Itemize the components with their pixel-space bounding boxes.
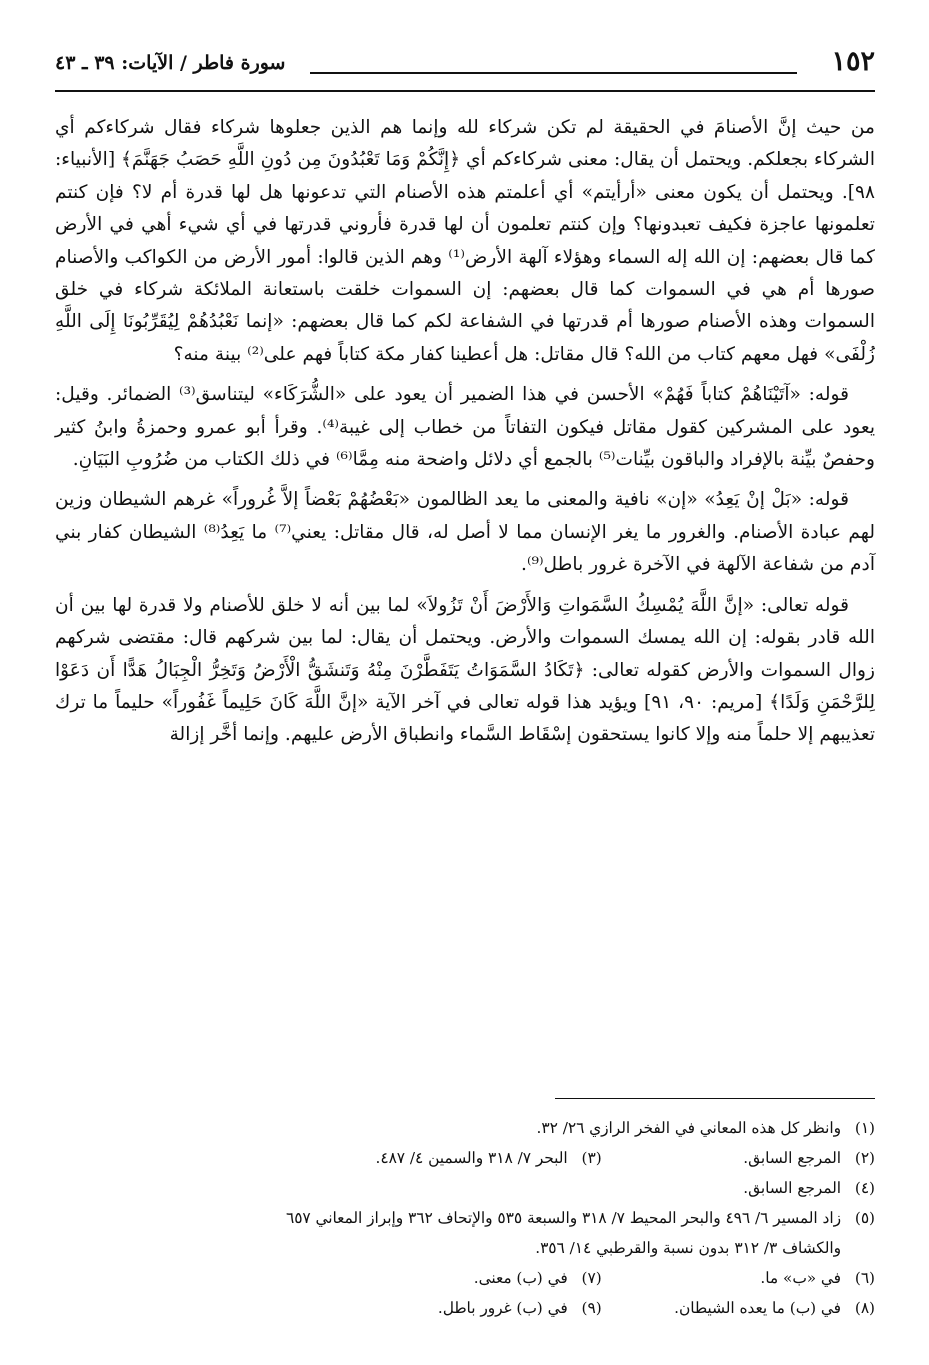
paragraph-3: قوله: «بَلْ إنْ يَعِدُ» «إن» نافية والمعنى ما يعد الظالمون «بَعْضُهُمْ بَعْضاً إلاَّ غُروراً» غرهم الشيطان وزين لهم عبادة الأصنام. والغرور ما يغر الإنسان مما لا أصل له، قال مقاتل: يعني⁽⁷⁾ ما يَعِدُ⁽⁸⁾ الشيطان كفار بني آدم من شفاعة الآلهة في الآخرة غرور باطل⁽⁹⁾. xyxy=(55,489,875,576)
footnote-text: في (ب) غرور باطل. xyxy=(437,1299,568,1317)
main-text xyxy=(55,112,875,760)
footnote-separator xyxy=(555,1098,875,1099)
footnote-row-1 xyxy=(55,1113,875,1143)
footnote-text: زاد المسير ٦/ ٤٩٦ والبحر المحيط ٧/ ٣١٨ والسبعة ٥٣٥ والإتحاف ٣٦٢ وإبراز المعاني ٦٥٧ xyxy=(285,1209,841,1227)
sura-title: سورة فاطر / الآيات: ٣٩ ـ ٤٣ xyxy=(55,52,286,74)
paragraph-1: من حيث إنَّ الأصنامَ في الحقيقة لم تكن شركاء لله وإنما هم الذين جعلوها شركاء فقال شركاءكم أي الشركاء بجعلكم. ويحتمل أن يقال: معنى شركاءكم أي ﴿إِنَّكُمْ وَمَا تَعْبُدُونَ مِن دُونِ اللَّهِ حَصَبُ جَهَنَّمَ﴾ [الأنبياء: ٩٨]. ويحتمل أن يكون معنى «أرأيتم» أي أعلمتم هذه الأصنام التي تدعونها هل لها قدرة أم لا؟ فإن كنتم تعلمونها عاجزة فكيف تعبدونها؟ وإن كنتم تعلمون أن لها قدرة فأروني قدرتها في أي شيء أهي في الأرض كما قال بعضهم: إن الله إله السماء وهؤلاء آلهة الأرض⁽¹⁾ وهم الذين قالوا: أمور الأرض من الكواكب والأصنام صورها أم هي في السموات كما قال بعضهم: إن السموات خلقت باستعانة الملائكة شركاء في خلق السموات وهذه الأصنام صورها أم قدرتها في الشفاعة لكم كما قال بعضهم: «إنما نَعْبُدُهُمْ لِيُقَرِّبُونَا إِلَى اللَّهِ زُلْفَى» فهل معهم كتاب من الله؟ قال مقاتل: هل أعطينا كفار مكة كتاباً فهم على⁽²⁾ بينة منه؟ xyxy=(55,117,876,365)
footnote-text: البحر ٧/ ٣١٨ والسمين ٤/ ٤٨٧. xyxy=(375,1149,568,1167)
footnote-number: (٤) xyxy=(854,1179,875,1197)
footnote-row-4 xyxy=(55,1203,875,1233)
paragraph-2: قوله: «آتَيْنَاهُمْ كتاباً فَهُمْ» الأحسن في هذا الضمير أن يعود على «الشُّرَكَاء» ليتناسق⁽³⁾ الضمائر. وقيل: يعود على المشركين كقول مقاتل فيكون التفاتاً من خطاب إلى غيبة⁽⁴⁾. وقرأ أبو عمرو وحمزةُ وابنُ كثير وحفصٌ بيِّنة بالإفراد والباقون بيِّنات⁽⁵⁾ بالجمع أي دلائل واضحة منه مِمَّا⁽⁶⁾ في ذلك الكتاب من ضُرُوبِ البَيَانِ. xyxy=(55,384,875,471)
footnote-text: والكشاف ٣/ ٣١٢ بدون نسبة والقرطبي ١٤/ ٣٥٦. xyxy=(535,1239,841,1257)
footnote-number: (٢) xyxy=(854,1149,875,1167)
footnote-text: المرجع السابق. xyxy=(743,1179,841,1197)
footnote-number: (٥) xyxy=(854,1209,875,1227)
paragraph-4: قوله تعالى: «إنَّ اللَّهَ يُمْسِكُ السَّمَواتِ وَالأَرْضَ أَنْ تَزُولاَ» لما بين أنه لا خلق للأصنام ولا قدرة لها بين أن الله قادر بقوله: إن الله يمسك السموات والأرض. ويحتمل أن يقال: لما بين شركهم قال: مقتضى شركهم زوال السموات والأرض كقوله تعالى: ﴿تَكَادُ السَّمَوَاتُ يَتَفَطَّرْنَ مِنْهُ وَتَنشَقُّ الْأَرْضُ وَتَخِرُّ الْجِبَالُ هَدًّا أَن دَعَوْا لِلرَّحْمَنِ وَلَدًا﴾ [مريم: ٩٠، ٩١] ويؤيد هذا قوله تعالى في آخر الآية «إنَّ اللَّهَ كَانَ حَلِيماً غَفُوراً» حليماً ما ترك تعذيبهم إلا حلماً منه وإلا كانوا يستحقون إسْقَاط السَّماء وانطباق الأرض عليهم. وإنما أخَّر إزالة xyxy=(55,594,875,746)
footnote-number: (٣) xyxy=(581,1149,602,1167)
footnote-row-3 xyxy=(55,1173,875,1203)
header-underline xyxy=(55,90,875,92)
running-header xyxy=(55,40,875,92)
footnotes xyxy=(55,1098,875,1323)
footnote-row-4-continued xyxy=(55,1233,875,1263)
footnote-number: (١) xyxy=(854,1119,875,1137)
footnote-number: (٨) xyxy=(854,1299,875,1317)
footnote-row-2 xyxy=(55,1143,875,1173)
footnote-text: المرجع السابق. xyxy=(743,1149,841,1167)
footnote-text: في (ب) معنى. xyxy=(473,1269,568,1287)
footnote-list xyxy=(55,1113,875,1323)
page-number: ١٥٢ xyxy=(831,46,875,77)
footnote-text: في (ب) ما يعده الشيطان. xyxy=(674,1299,841,1317)
footnote-number: (٦) xyxy=(854,1269,875,1287)
book-page xyxy=(55,40,875,1340)
header-rule xyxy=(310,72,797,74)
footnote-text: في «ب» ما. xyxy=(760,1269,841,1287)
footnote-number: (٧) xyxy=(581,1269,602,1287)
footnote-row-6 xyxy=(55,1293,875,1323)
footnote-text: وانظر كل هذه المعاني في الفخر الرازي ٢٦/ ٣٢. xyxy=(536,1119,841,1137)
footnote-row-5 xyxy=(55,1263,875,1293)
footnote-number: (٩) xyxy=(581,1299,602,1317)
